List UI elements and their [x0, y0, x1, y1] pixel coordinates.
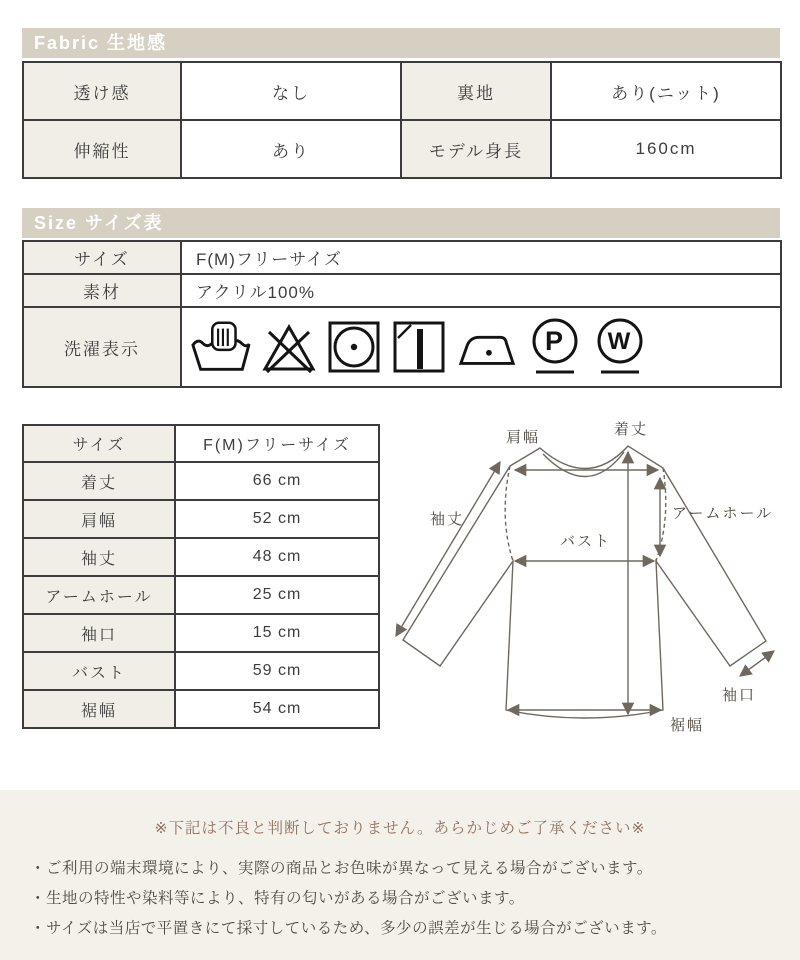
fabric-row: [23, 120, 781, 178]
material-label: 素材: [23, 274, 181, 307]
size-section-header: Size サイズ表: [22, 208, 780, 238]
dry-clean-p-icon: [527, 316, 583, 378]
do-not-bleach-icon: [261, 319, 317, 375]
diagram-label-cuff: 袖口: [722, 687, 757, 704]
fabric-value-sheerness: なし: [181, 62, 401, 120]
note-item: ・サイズは当店で平置きにて採寸しているため、多少の誤差が生じる場合がございます。: [30, 920, 667, 937]
wet-clean-w-icon: [592, 316, 648, 378]
tumble-dry-low-icon: [326, 319, 382, 375]
meas-label-hem: 裾幅: [23, 690, 175, 728]
table-row: [23, 462, 379, 500]
table-row: [23, 652, 379, 690]
diagram-label-length: 着丈: [614, 421, 649, 438]
meas-header-label: サイズ: [23, 425, 175, 462]
meas-value-armhole: 25 cm: [175, 576, 379, 614]
note-item: ・ご利用の端末環境により、実際の商品とお色味が異なって見える場合がございます。: [30, 860, 653, 877]
iron-low-icon: [456, 319, 518, 375]
meas-label-length: 着丈: [23, 462, 175, 500]
care-label: 洗濯表示: [23, 307, 181, 387]
table-row: [23, 614, 379, 652]
meas-value-hem: 54 cm: [175, 690, 379, 728]
note-item: ・生地の特性や染料等により、特有の匂いがある場合がございます。: [30, 890, 525, 907]
measurements-header-row: [23, 425, 379, 462]
table-row: [23, 690, 379, 728]
size-info-table: [22, 240, 782, 388]
diagram-label-shoulder: 肩幅: [506, 429, 541, 446]
meas-value-bust: 59 cm: [175, 652, 379, 690]
fabric-table: [22, 61, 782, 179]
meas-label-shoulder: 肩幅: [23, 500, 175, 538]
meas-value-length: 66 cm: [175, 462, 379, 500]
table-row: [23, 500, 379, 538]
measurements-table: [22, 424, 380, 729]
meas-header-value: F(M)フリーサイズ: [175, 425, 379, 462]
meas-label-sleeve: 袖丈: [23, 538, 175, 576]
notes-heading: ※下記は不良と判断しておりません。あらかじめご了承ください※: [154, 820, 646, 837]
garment-diagram-drawing: [388, 418, 800, 762]
diagram-label-bust: バスト: [560, 533, 612, 550]
wet-clean-letter: W: [607, 328, 633, 355]
material-value: アクリル100%: [181, 274, 781, 307]
diagram-label-sleeve: 袖丈: [430, 511, 465, 528]
diagram-label-armhole: アームホール: [672, 505, 774, 522]
size-label: サイズ: [23, 241, 181, 274]
fabric-value-model-height: 160cm: [551, 120, 781, 178]
fabric-section-header: Fabric 生地感: [22, 28, 780, 58]
care-symbols-row: [23, 307, 781, 387]
fabric-label-model-height: モデル身長: [401, 120, 551, 178]
meas-value-sleeve: 48 cm: [175, 538, 379, 576]
fabric-row: [23, 62, 781, 120]
dry-clean-letter: P: [544, 326, 566, 356]
fabric-label-stretch: 伸縮性: [23, 120, 181, 178]
care-symbols: [190, 316, 780, 378]
fabric-label-lining: 裏地: [401, 62, 551, 120]
size-value: F(M)フリーサイズ: [181, 241, 781, 274]
meas-value-cuff: 15 cm: [175, 614, 379, 652]
care-symbols-cell: [181, 307, 781, 387]
fabric-value-stretch: あり: [181, 120, 401, 178]
meas-value-shoulder: 52 cm: [175, 500, 379, 538]
meas-label-armhole: アームホール: [23, 576, 175, 614]
table-row: [23, 538, 379, 576]
diagram-label-hem: 裾幅: [670, 717, 705, 734]
table-row: [23, 576, 379, 614]
meas-label-bust: バスト: [23, 652, 175, 690]
hand-wash-icon: [190, 319, 252, 375]
size-info-row: [23, 274, 781, 307]
meas-label-cuff: 袖口: [23, 614, 175, 652]
line-dry-in-shade-icon: [391, 319, 447, 375]
size-info-row: [23, 241, 781, 274]
notes-section: [0, 790, 800, 960]
fabric-label-sheerness: 透け感: [23, 62, 181, 120]
fabric-value-lining: あり(ニット): [551, 62, 781, 120]
garment-diagram: [388, 418, 800, 762]
